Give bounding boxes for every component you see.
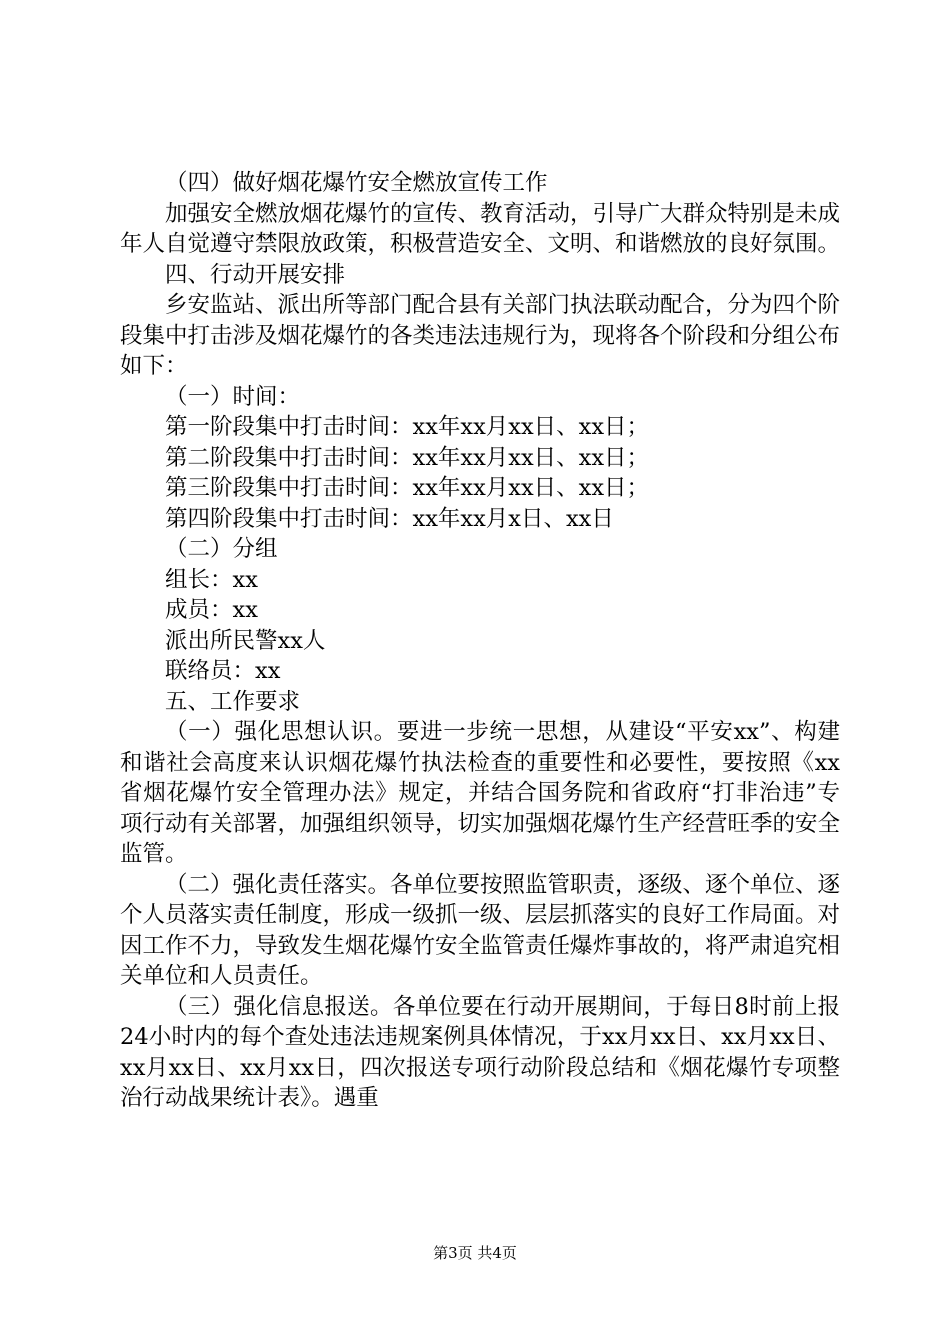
page-footer: 第3页 共4页 — [433, 1244, 517, 1262]
paragraph: 乡安监站、派出所等部门配合县有关部门执法联动配合，分为四个阶段集中打击涉及烟花爆竹的各类违法违规行为，现将各个阶段和分组公布如下： — [120, 292, 841, 379]
paragraph: （四）做好烟花爆竹安全燃放宣传工作 — [165, 170, 548, 196]
paragraph: （二）强化责任落实。各单位要按照监管职责，逐级、逐个单位、逐个人员落实责任制度，形成一级抓一级、层层抓落实的良好工作局面。对因工作不力，导致发生烟花爆竹安全监管责任爆炸事故的，将严肃追究相关单位和人员责任。 — [120, 871, 841, 989]
paragraph: （一）强化思想认识。要进一步统一思想，从建设“平安xx”、构建和谐社会高度来认识烟花爆竹执法检查的重要性和必要性，要按照《xx省烟花爆竹安全管理办法》规定，并结合国务院和省政府“打非治违”专项行动有关部署，加强组织领导，切实加强烟花爆竹生产经营旺季的安全监管。 — [120, 719, 841, 867]
group-line: 派出所民警xx人 — [165, 627, 326, 654]
schedule-line: 第四阶段集中打击时间：xx年xx月x日、xx日 — [165, 505, 614, 532]
document-body — [120, 168, 840, 1114]
schedule-line: 第一阶段集中打击时间：xx年xx月xx日、xx日； — [165, 414, 650, 440]
subsection-heading: （一）时间： — [165, 383, 301, 410]
group-line: 联络员：xx — [165, 658, 281, 684]
schedule-line: 第二阶段集中打击时间：xx年xx月xx日、xx日； — [165, 444, 650, 471]
group-line: 成员：xx — [165, 597, 258, 623]
section-heading: 四、行动开展安排 — [165, 261, 346, 288]
section-heading: 五、工作要求 — [165, 688, 301, 715]
subsection-heading: （二）分组 — [165, 536, 278, 562]
group-line: 组长：xx — [165, 566, 258, 593]
schedule-line: 第三阶段集中打击时间：xx年xx月xx日、xx日； — [165, 475, 650, 501]
paragraph: （三）强化信息报送。各单位要在行动开展期间，于每日8时前上报24小时内的每个查处违法违规案例具体情况，于xx月xx日、xx月xx日、xx月xx日、xx月xx日，四次报送专项行动阶段总结和《烟花爆竹专项整治行动战果统计表》。遇重 — [120, 993, 840, 1111]
paragraph: 加强安全燃放烟花爆竹的宣传、教育活动，引导广大群众特别是未成年人自觉遵守禁限放政策，积极营造安全、文明、和谐燃放的良好氛围。 — [120, 200, 841, 257]
